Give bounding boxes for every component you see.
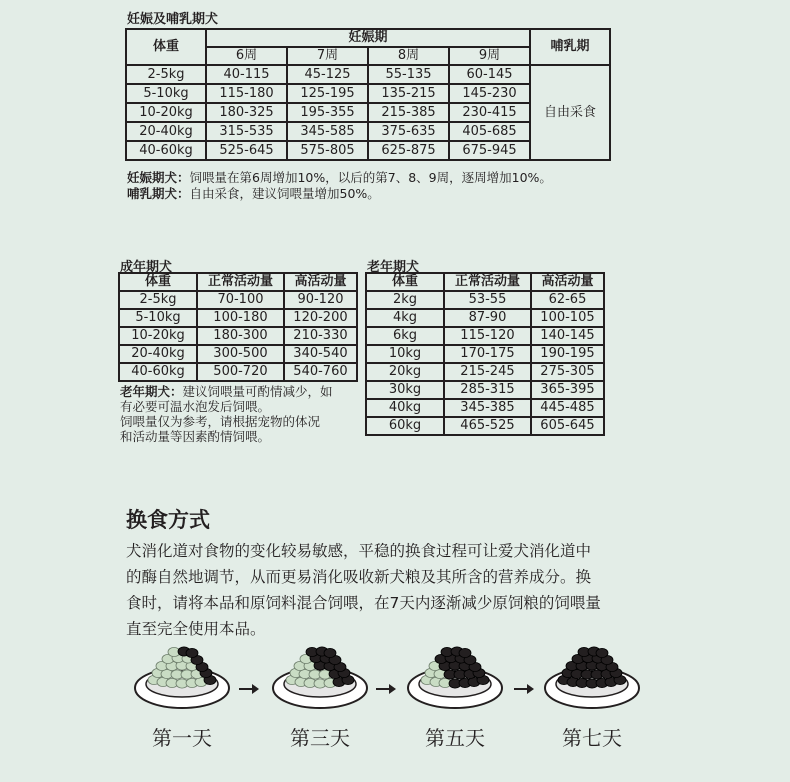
table-row <box>366 327 604 345</box>
value-cell: 120-200 <box>284 309 357 327</box>
table-row <box>366 399 604 417</box>
value-cell: 230-415 <box>449 103 530 122</box>
food-bowl-icon <box>132 640 232 712</box>
pregnancy-note <box>127 170 552 185</box>
weight-cell: 40-60kg <box>119 363 197 381</box>
table-row <box>119 309 357 327</box>
weight-cell: 5-10kg <box>126 84 206 103</box>
table-row <box>366 363 604 381</box>
normal-activity-header: 正常活动量 <box>444 273 531 291</box>
value-cell: 405-685 <box>449 122 530 141</box>
day-label: 第一天 <box>152 726 212 750</box>
value-cell: 70-100 <box>197 291 284 309</box>
value-cell: 55-135 <box>368 65 449 84</box>
value-cell: 345-385 <box>444 399 531 417</box>
value-cell: 315-535 <box>206 122 287 141</box>
weight-cell: 5-10kg <box>119 309 197 327</box>
value-cell: 215-245 <box>444 363 531 381</box>
value-cell: 90-120 <box>284 291 357 309</box>
high-activity-header: 高活动量 <box>531 273 604 291</box>
adult-section-title: 成年期犬 <box>120 260 173 275</box>
weight-cell: 40kg <box>366 399 444 417</box>
value-cell: 375-635 <box>368 122 449 141</box>
senior-note-label: 老年期犬： <box>120 384 183 399</box>
value-cell: 190-195 <box>531 345 604 363</box>
adult-feeding-table <box>118 272 358 382</box>
value-cell: 625-875 <box>368 141 449 160</box>
weight-header: 体重 <box>126 29 206 65</box>
pregnancy-note-text: 饲喂量在第6周增加10%，以后的第7、8、9周，逐周增加10%。 <box>189 170 552 185</box>
value-cell: 100-180 <box>197 309 284 327</box>
transition-title: 换食方式 <box>126 508 210 532</box>
day-label: 第七天 <box>562 726 622 750</box>
paragraph-line: 犬消化道对食物的变化较易敏感，平稳的换食过程可让爱犬消化道中 <box>126 542 592 560</box>
table-row <box>119 291 357 309</box>
table-row <box>366 291 604 309</box>
value-cell: 500-720 <box>197 363 284 381</box>
weight-cell: 40-60kg <box>126 141 206 160</box>
food-bowl-icon <box>405 640 505 712</box>
food-bowl-icon <box>542 640 642 712</box>
table-row <box>126 65 610 84</box>
day-label: 第三天 <box>290 726 350 750</box>
lactation-header: 哺乳期 <box>530 29 610 65</box>
value-cell: 140-145 <box>531 327 604 345</box>
lactation-note-label: 哺乳期犬： <box>127 186 190 201</box>
table-row <box>366 345 604 363</box>
value-cell: 115-180 <box>206 84 287 103</box>
value-cell: 125-195 <box>287 84 368 103</box>
weight-cell: 10-20kg <box>126 103 206 122</box>
value-cell: 87-90 <box>444 309 531 327</box>
high-activity-header: 高活动量 <box>284 273 357 291</box>
table-row <box>119 345 357 363</box>
pregnancy-header: 妊娠期 <box>206 29 530 47</box>
senior-note-line: 和活动量等因素酌情饲喂。 <box>120 429 271 444</box>
senior-feeding-table <box>365 272 605 436</box>
normal-activity-header: 正常活动量 <box>197 273 284 291</box>
value-cell: 445-485 <box>531 399 604 417</box>
value-cell: 60-145 <box>449 65 530 84</box>
senior-note-line: 有必要可温水泡发后饲喂。 <box>120 399 271 414</box>
value-cell: 575-805 <box>287 141 368 160</box>
weight-cell: 6kg <box>366 327 444 345</box>
week-header: 8周 <box>368 47 449 65</box>
value-cell: 365-395 <box>531 381 604 399</box>
senior-note <box>120 384 333 444</box>
weight-cell: 20kg <box>366 363 444 381</box>
senior-note-line: 饲喂量仅为参考，请根据宠物的体况 <box>120 414 321 429</box>
arrow-right-icon <box>238 683 260 695</box>
paragraph-line: 的酶自然地调节，从而更易消化吸收新犬粮及其所含的营养成分。换 <box>126 568 592 586</box>
food-bowl-icon <box>270 640 370 712</box>
table-row <box>119 327 357 345</box>
week-header: 6周 <box>206 47 287 65</box>
table-row <box>119 363 357 381</box>
paragraph-line: 食时，请将本品和原饲料混合饲喂，在7天内逐渐减少原饲粮的饲喂量 <box>126 594 601 612</box>
value-cell: 465-525 <box>444 417 531 435</box>
weight-cell: 30kg <box>366 381 444 399</box>
value-cell: 135-215 <box>368 84 449 103</box>
value-cell: 300-500 <box>197 345 284 363</box>
value-cell: 40-115 <box>206 65 287 84</box>
table-row <box>366 309 604 327</box>
value-cell: 100-105 <box>531 309 604 327</box>
weight-cell: 10-20kg <box>119 327 197 345</box>
weight-cell: 2-5kg <box>126 65 206 84</box>
value-cell: 115-120 <box>444 327 531 345</box>
weight-cell: 2kg <box>366 291 444 309</box>
arrow-right-icon <box>513 683 535 695</box>
weight-cell: 2-5kg <box>119 291 197 309</box>
arrow-right-icon <box>375 683 397 695</box>
value-cell: 285-315 <box>444 381 531 399</box>
paragraph-line: 直至完全使用本品。 <box>126 620 266 638</box>
weight-header: 体重 <box>119 273 197 291</box>
value-cell: 62-65 <box>531 291 604 309</box>
value-cell: 210-330 <box>284 327 357 345</box>
value-cell: 45-125 <box>287 65 368 84</box>
value-cell: 195-355 <box>287 103 368 122</box>
lactation-value-cell: 自由采食 <box>530 65 610 160</box>
senior-note-line: 建议饲喂量可酌情减少，如 <box>182 384 333 399</box>
week-header: 7周 <box>287 47 368 65</box>
lactation-note-text: 自由采食，建议饲喂量增加50%。 <box>189 186 380 201</box>
value-cell: 605-645 <box>531 417 604 435</box>
value-cell: 180-325 <box>206 103 287 122</box>
value-cell: 675-945 <box>449 141 530 160</box>
value-cell: 345-585 <box>287 122 368 141</box>
value-cell: 340-540 <box>284 345 357 363</box>
pregnancy-feeding-table <box>125 28 611 161</box>
value-cell: 525-645 <box>206 141 287 160</box>
transition-paragraph <box>126 538 666 642</box>
table-row <box>366 381 604 399</box>
week-header: 9周 <box>449 47 530 65</box>
weight-cell: 4kg <box>366 309 444 327</box>
pregnancy-note-label: 妊娠期犬： <box>127 170 190 185</box>
weight-cell: 20-40kg <box>119 345 197 363</box>
pregnancy-section-title: 妊娠及哺乳期犬 <box>127 12 219 27</box>
lactation-note <box>127 186 380 201</box>
value-cell: 215-385 <box>368 103 449 122</box>
senior-section-title: 老年期犬 <box>367 260 420 275</box>
table-row <box>366 417 604 435</box>
day-label: 第五天 <box>425 726 485 750</box>
value-cell: 145-230 <box>449 84 530 103</box>
value-cell: 170-175 <box>444 345 531 363</box>
weight-header: 体重 <box>366 273 444 291</box>
value-cell: 275-305 <box>531 363 604 381</box>
weight-cell: 60kg <box>366 417 444 435</box>
weight-cell: 10kg <box>366 345 444 363</box>
value-cell: 53-55 <box>444 291 531 309</box>
weight-cell: 20-40kg <box>126 122 206 141</box>
value-cell: 540-760 <box>284 363 357 381</box>
value-cell: 180-300 <box>197 327 284 345</box>
